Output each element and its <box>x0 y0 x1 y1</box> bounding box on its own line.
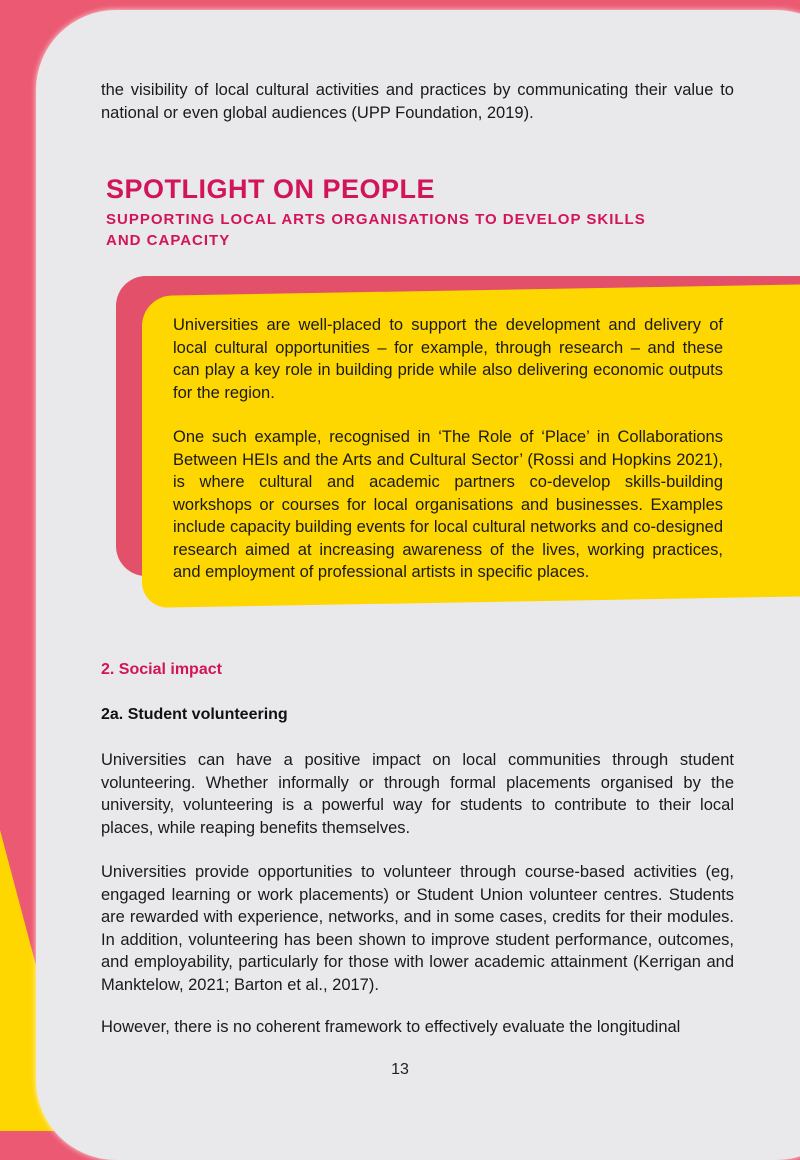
spotlight-title: SPOTLIGHT ON PEOPLE <box>106 174 436 204</box>
intro-paragraph: the visibility of local cultural activities and practices by communicating their value to national or even global audiences (UPP Foundation, 2019). <box>101 81 734 122</box>
body-paragraph-2: Universities provide opportunities to volunteer through course-based activities (eg, engaged learning or work placements) or Student Union volunteer centres. Students are rewarded with experience, networks, and in some cases, credits for their modules. In addition, volunteering has been shown to improve student performance, outcomes, and employability, particularly for those with lower academic attainment (Kerrigan and Manktelow, 2021; Barton et al., 2017). <box>101 863 734 994</box>
spotlight-subtitle: SUPPORTING LOCAL ARTS ORGANISATIONS TO DEVELOP SKILLS AND CAPACITY <box>106 211 646 249</box>
section-heading: 2. Social impact <box>101 661 222 678</box>
sub-heading: 2a. Student volunteering <box>101 706 288 723</box>
callout-paragraph-2: One such example, recognised in ‘The Role of ‘Place’ in Collaborations Between HEIs and the Arts and Cultural Sector’ (Rossi and Hopkins 2021), is where cultural and academic partners co-develop skills-building workshops or courses for local organisations and businesses. Examples include capacity building events for local cultural networks and co-designed research aimed at increasing awareness of the lives, working practices, and employment of professional artists in specific places. <box>173 428 723 581</box>
page-number: 13 <box>391 1061 409 1078</box>
body-paragraph-3: However, there is no coherent framework to effectively evaluate the longitudinal <box>101 1018 681 1036</box>
callout-paragraph-1: Universities are well-placed to support the development and delivery of local cultural opportunities – for example, through research – and these can play a key role in building pride while also delivering economic outputs for the region. <box>173 316 723 402</box>
body-paragraph-1: Universities can have a positive impact on local communities through student volunteering. Whether informally or through formal placements organised by the university, volunteering is a powerful way for students to contribute to their local places, while reaping benefits themselves. <box>101 751 734 837</box>
